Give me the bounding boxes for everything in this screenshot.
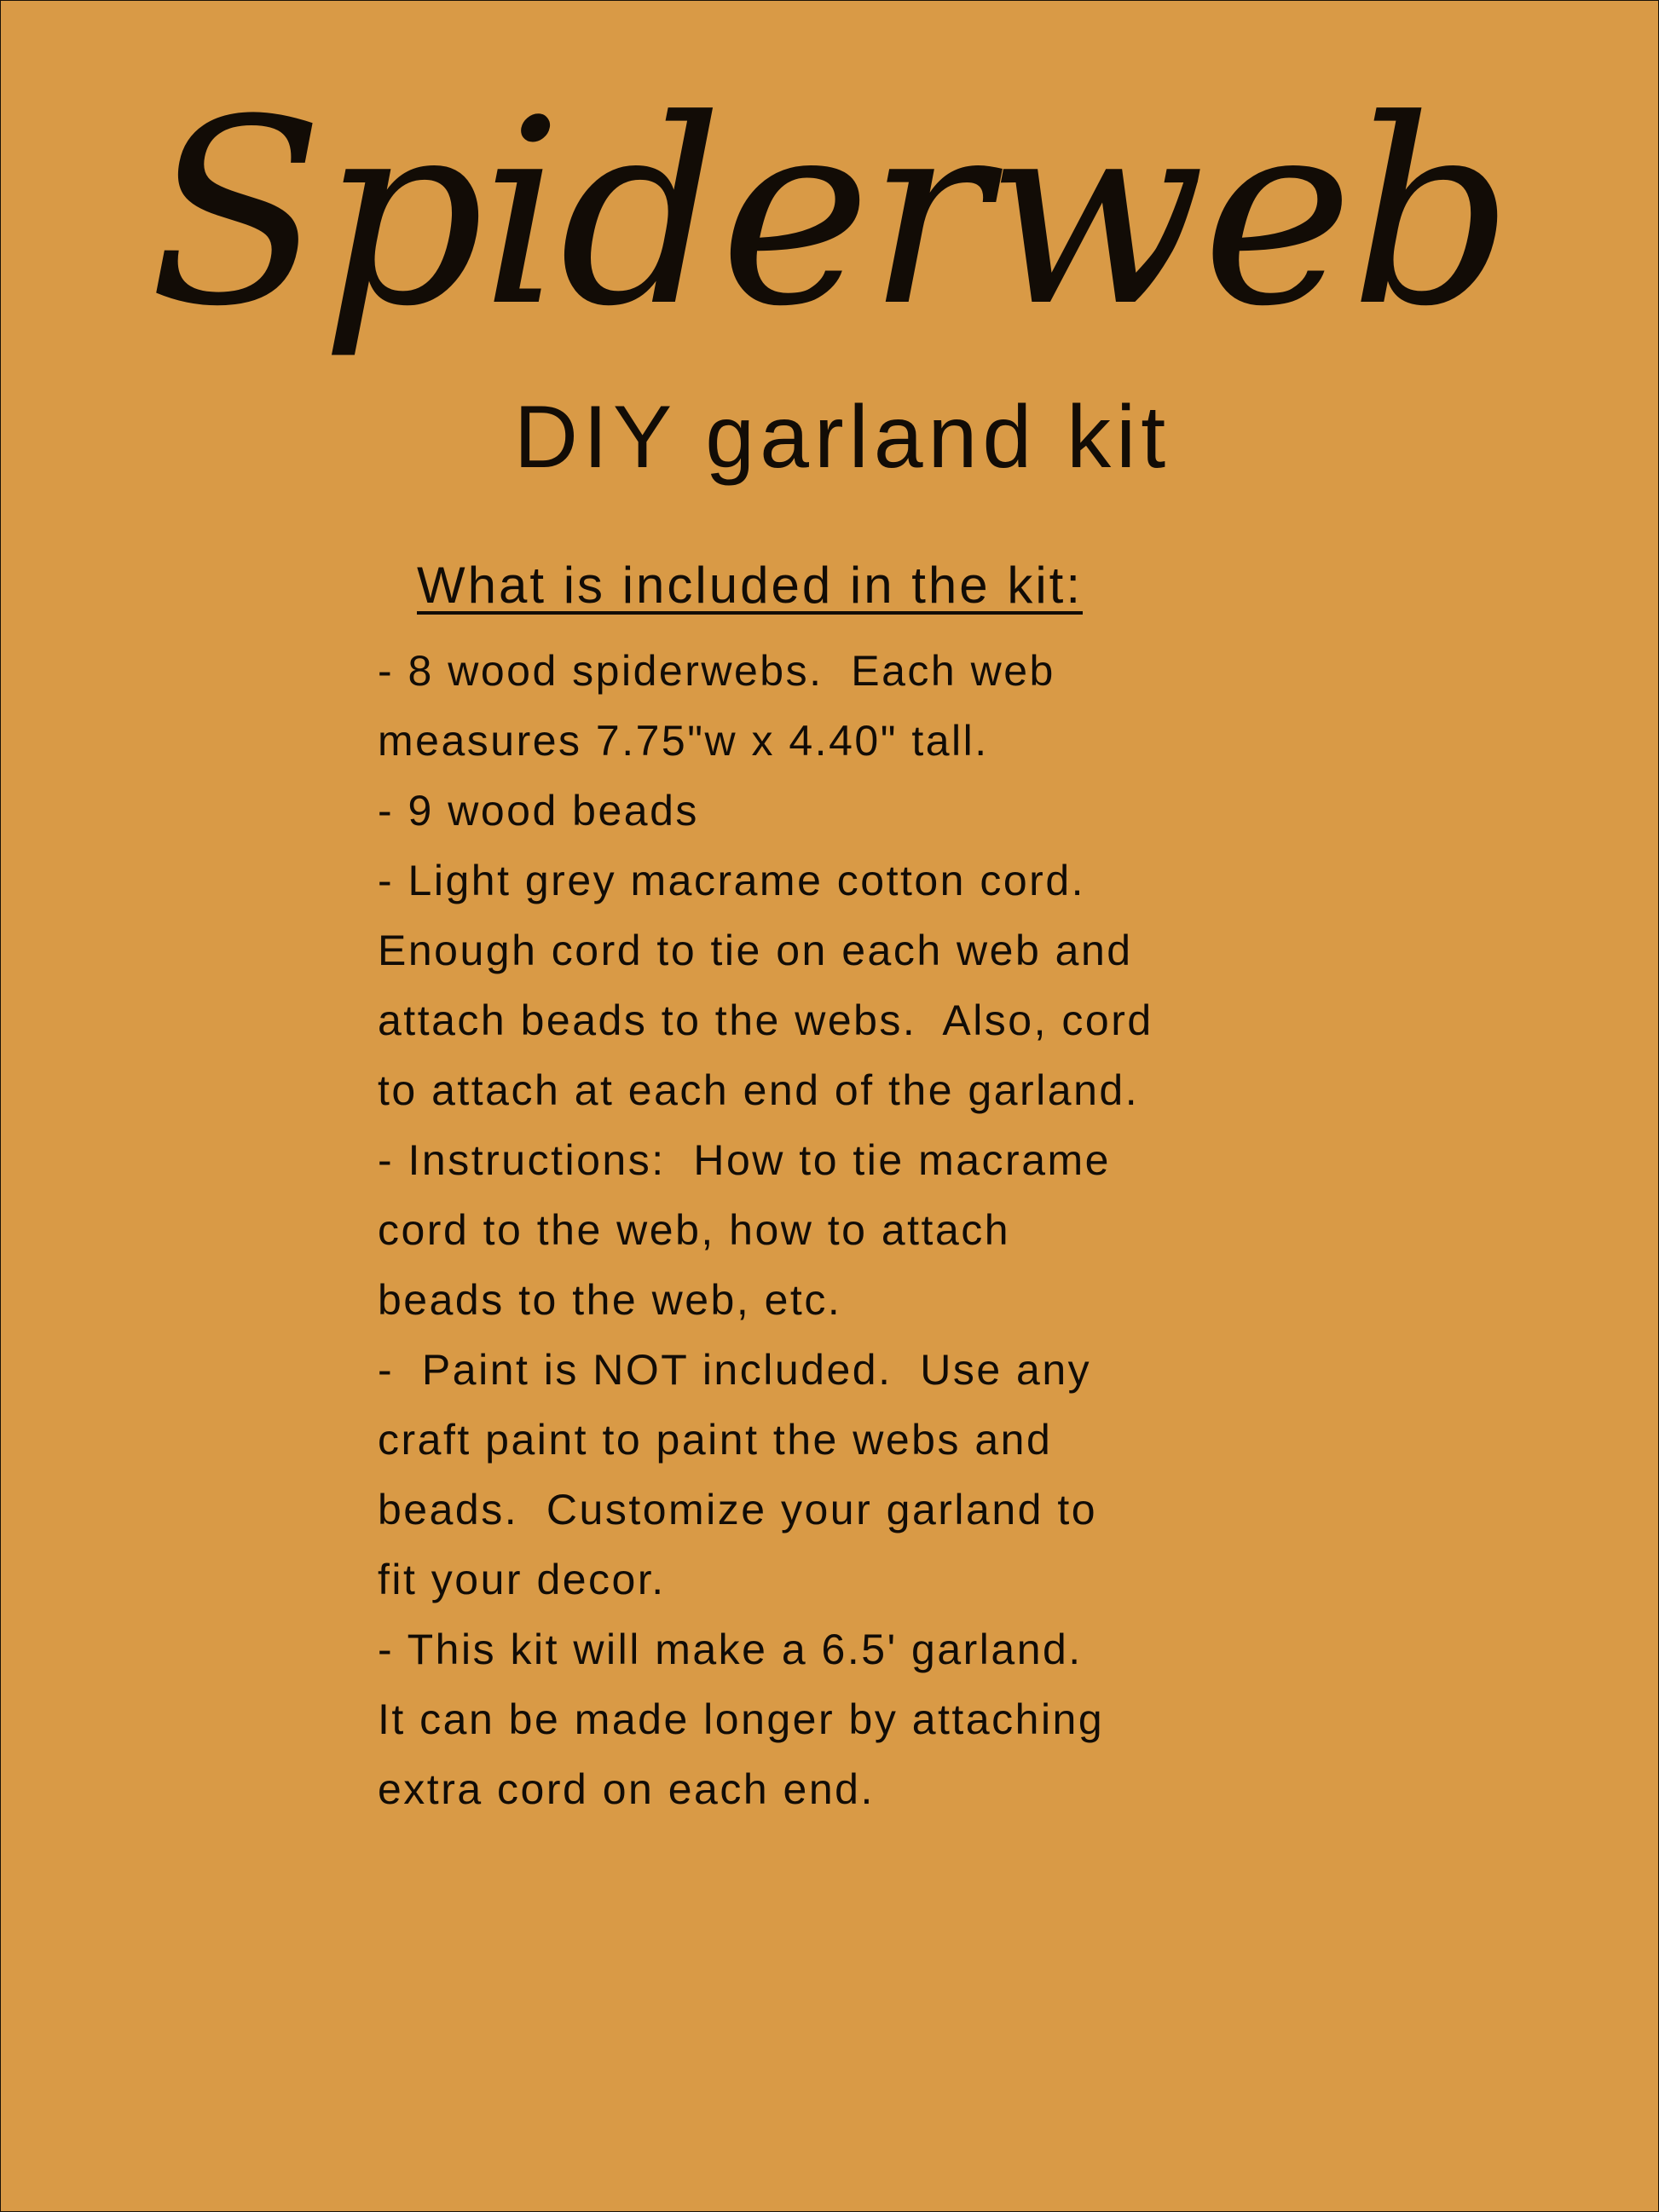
list-item: Enough cord to tie on each web and (378, 927, 1133, 974)
list-item: fit your decor. (378, 1556, 666, 1603)
list-item: - Instructions: How to tie macrame (378, 1136, 1111, 1184)
page-title: Spiderweb (148, 65, 1511, 362)
list-item: measures 7.75"w x 4.40" tall. (378, 717, 989, 765)
list-item: - Paint is NOT included. Use any (378, 1346, 1092, 1394)
page-subtitle: DIY garland kit (513, 388, 1171, 487)
list-item: beads. Customize your garland to (378, 1486, 1098, 1533)
list-item: - 9 wood beads (378, 787, 699, 835)
list-item: It can be made longer by attaching (378, 1695, 1105, 1743)
list-item: attach beads to the webs. Also, cord (378, 996, 1153, 1044)
list-item: - 8 wood spiderwebs. Each web (378, 647, 1055, 695)
list-item: beads to the web, etc. (378, 1276, 842, 1324)
list-item: extra cord on each end. (378, 1765, 875, 1813)
list-item: - This kit will make a 6.5' garland. (378, 1626, 1083, 1673)
list-item: to attach at each end of the garland. (378, 1066, 1140, 1114)
kit-contents-list (378, 636, 1239, 1824)
list-item: cord to the web, how to attach (378, 1206, 1011, 1254)
list-item: - Light grey macrame cotton cord. (378, 857, 1086, 904)
list-item: craft paint to paint the webs and (378, 1416, 1053, 1464)
section-heading: What is included in the kit: (417, 557, 1084, 614)
